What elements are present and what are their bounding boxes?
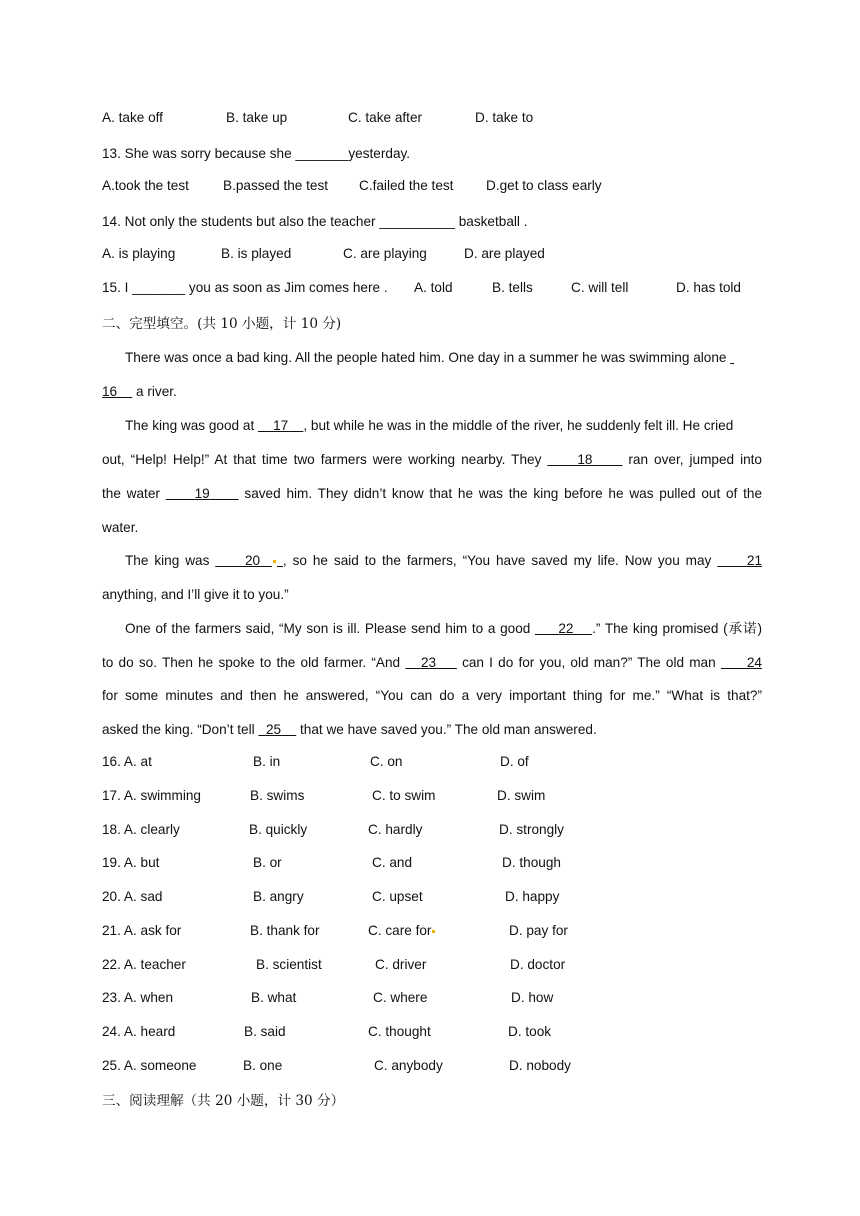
blank-24: 24 <box>746 655 762 670</box>
option-d: D. happy <box>505 889 560 904</box>
option-d: D. doctor <box>510 957 566 972</box>
option-d: D. of <box>500 754 529 769</box>
option-a: 21. A. ask for <box>102 923 182 938</box>
option-d: D. nobody <box>509 1058 571 1073</box>
passage-text: , so he said to the farmers, “You have saved my life. Now you may <box>282 553 712 568</box>
option-c: C. thought <box>368 1024 431 1039</box>
option-a: 18. A. clearly <box>102 822 180 837</box>
q14-option-a: A. is playing <box>102 246 176 261</box>
option-b: B. swims <box>250 788 305 803</box>
passage-p4-line2 <box>102 653 762 673</box>
passage-text: .” The king promised (承诺) <box>592 621 762 636</box>
option-b: B. quickly <box>249 822 308 837</box>
passage-p4-line3: for some minutes and then he answered, “You can do a very important thing for me.” “What is that?” <box>102 688 762 703</box>
passage-text: There was once a bad king. All the people hated him. One day in a summer he was swimming alone <box>125 350 727 365</box>
q14-question: 14. Not only the students but also the teacher __________ basketball . <box>102 214 528 229</box>
blank-22: 22 <box>558 621 574 636</box>
passage-p2-line1 <box>125 416 762 436</box>
blank-25: 25 <box>265 722 282 737</box>
option-a: 17. A. swimming <box>102 788 201 803</box>
option-b: B. what <box>251 990 297 1005</box>
option-d: D. pay for <box>509 923 568 938</box>
option-c: C. on <box>370 754 403 769</box>
q13-option-a: A.took the test <box>102 178 189 193</box>
passage-text: e old farmer. “And <box>287 655 401 670</box>
passage-text: The king was good at <box>125 418 255 433</box>
blank-21: 21 <box>746 553 763 568</box>
passage-text: One of the farmers said, “My son is ill. Please send him to a good <box>125 621 531 636</box>
option-b: B. angry <box>253 889 304 904</box>
q13-option-d: D.get to class early <box>486 178 602 193</box>
passage-text: ran over, jumped into <box>628 452 762 467</box>
passage-text: the water <box>102 486 160 501</box>
q15-option-a: A. told <box>414 280 453 295</box>
q14-option-d: D. are played <box>464 246 545 261</box>
passage-p2-line3 <box>102 484 762 504</box>
blank-19: 19 <box>194 486 210 501</box>
passage-text: to do so. Then he spoke to th <box>102 655 288 670</box>
option-a: 19. A. but <box>102 855 160 870</box>
option-b: B. one <box>243 1058 283 1073</box>
option-c: C. upset <box>372 889 423 904</box>
option-a: 24. A. heard <box>102 1024 176 1039</box>
option-d: D. strongly <box>499 822 564 837</box>
option-a: 25. A. someone <box>102 1058 197 1073</box>
passage-p4-line4 <box>102 720 762 740</box>
q15-option-b: B. tells <box>492 280 533 295</box>
passage-p3-line1 <box>125 551 762 571</box>
blank-underline <box>730 350 734 365</box>
blank-20: 20 <box>244 553 261 568</box>
q15-question: 15. I _______ you as soon as Jim comes here . <box>102 280 388 295</box>
option-c: C. where <box>373 990 428 1005</box>
passage-p2-line2 <box>102 450 762 470</box>
blank-18: 18 <box>577 452 593 467</box>
blank-16: 16 <box>102 384 118 399</box>
option-a: 22. A. teacher <box>102 957 186 972</box>
passage-text: , but while he was in the middle of the river, he suddenly felt ill. He cried <box>303 418 734 433</box>
q15-option-d: D. has told <box>676 280 741 295</box>
passage-p3-line2: anything, and I’ll give it to you.” <box>102 587 289 602</box>
option-b: B. scientist <box>256 957 322 972</box>
q12-option-d: D. take to <box>475 110 534 125</box>
q13-question: 13. She was sorry because she _______yesterday. <box>102 146 411 161</box>
option-b: B. thank for <box>250 923 320 938</box>
passage-text: a river. <box>136 384 177 399</box>
q14-option-c: C. are playing <box>343 246 427 261</box>
marker-dot <box>432 930 435 933</box>
option-d: D. swim <box>497 788 546 803</box>
q12-option-a: A. take off <box>102 110 163 125</box>
option-a: 20. A. sad <box>102 889 163 904</box>
section-2-heading: 二、完型填空。(共 10 小题，计 10 分) <box>102 316 342 332</box>
passage-p2-line4: water. <box>102 520 139 535</box>
option-c: C. to swim <box>372 788 436 803</box>
option-d: D. took <box>508 1024 552 1039</box>
option-c: C. anybody <box>374 1058 443 1073</box>
q12-option-c: C. take after <box>348 110 423 125</box>
option-c: C. and <box>372 855 413 870</box>
passage-p1-line2 <box>102 382 762 402</box>
blank-23: 23 <box>420 655 437 670</box>
option-c: C. driver <box>375 957 427 972</box>
q13-option-b: B.passed the test <box>223 178 329 193</box>
passage-text: The king was <box>125 553 210 568</box>
q13-option-c: C.failed the test <box>359 178 454 193</box>
q14-option-b: B. is played <box>221 246 292 261</box>
passage-text: asked the king. “Don’t tell <box>102 722 255 737</box>
passage-text: out, “Help! Help!” At that time two farmers were working nearby. They <box>102 452 542 467</box>
option-b: B. said <box>244 1024 286 1039</box>
option-d: D. though <box>502 855 561 870</box>
q15-option-c: C. will tell <box>571 280 629 295</box>
passage-p4-line1 <box>125 619 762 639</box>
option-c: C. hardly <box>368 822 423 837</box>
marker-dot <box>273 560 276 563</box>
passage-text: can I do for you, old man?” The old man <box>462 655 716 670</box>
option-a: 23. A. when <box>102 990 174 1005</box>
passage-text: that we have saved you.” The old man answered. <box>300 722 597 737</box>
passage-text: saved him. They didn’t know that he was the king before he was pulled out of the <box>244 486 763 501</box>
option-d: D. how <box>511 990 554 1005</box>
option-b: B. in <box>253 754 281 769</box>
q12-option-b: B. take up <box>226 110 288 125</box>
blank-17: 17 <box>273 418 289 433</box>
option-a: 16. A. at <box>102 754 152 769</box>
passage-p1-line1 <box>125 348 762 368</box>
option-c: C. care for <box>368 923 436 938</box>
section-3-heading: 三、阅读理解（共 20 小题，计 30 分） <box>102 1093 345 1109</box>
option-b: B. or <box>253 855 282 870</box>
